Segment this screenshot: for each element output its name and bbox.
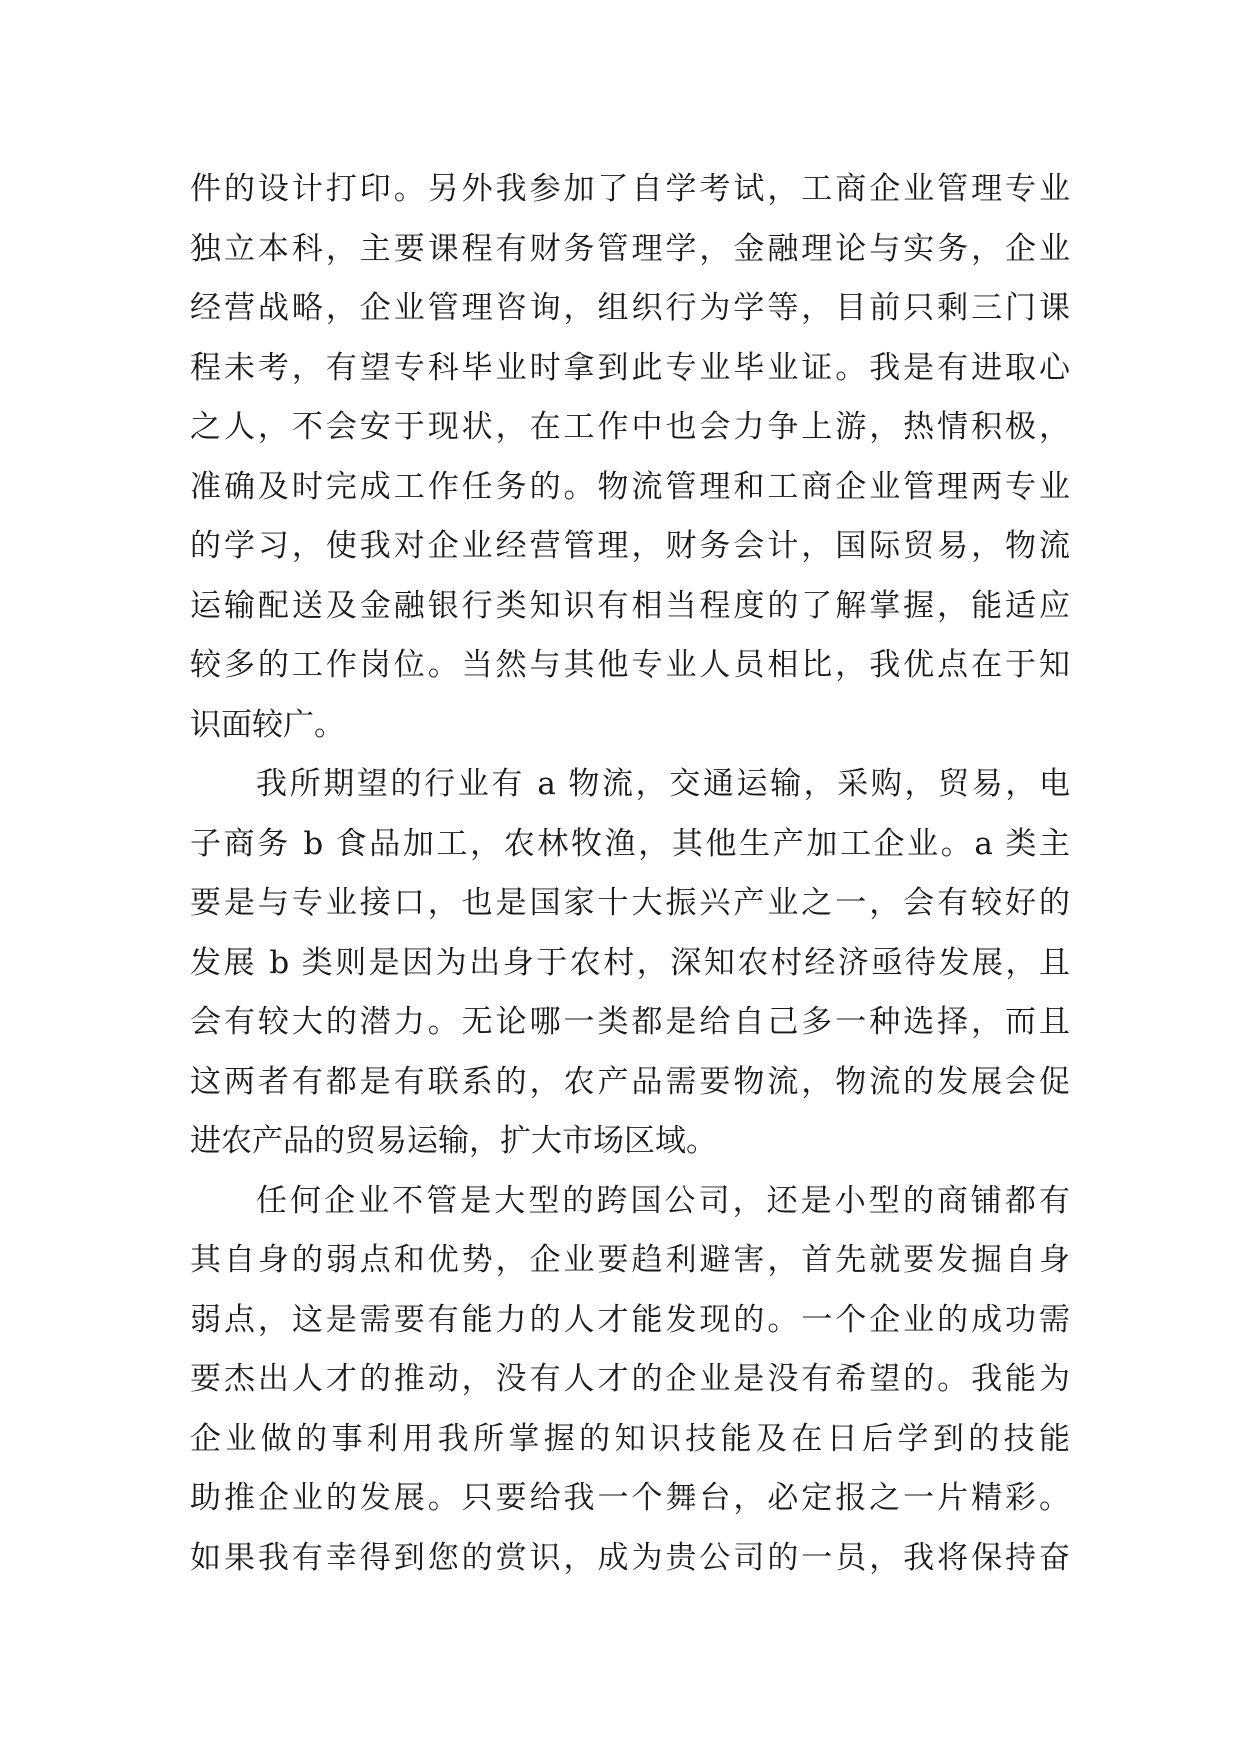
paragraph-2 [190,755,1070,1172]
paragraph-1 [190,160,1070,755]
document-body [190,160,1070,1588]
text-line: 其自身的弱点和优势，企业要趋利避害，首先就要发掘自身 [190,1242,1070,1278]
paragraph-3 [190,1172,1070,1589]
text-line: 的学习，使我对企业经营管理，财务会计，国际贸易，物流 [190,528,1070,564]
text-line: 子商务 b 食品加工，农林牧渔，其他生产加工企业。a 类主 [190,825,1070,862]
text-line: 之人，不会安于现状，在工作中也会力争上游，热情积极， [190,409,1070,445]
text-line: 识面较广。 [190,706,345,743]
text-line: 我所期望的行业有 a 物流，交通运输，采购，贸易，电 [256,766,1070,802]
text-line: 弱点，这是需要有能力的人才能发现的。一个企业的成功需 [190,1301,1070,1338]
text-line: 运输配送及金融银行类知识有相当程度的了解掌握，能适应 [190,587,1070,624]
text-line: 这两者有都是有联系的，农产品需要物流，物流的发展会促 [190,1063,1070,1100]
text-line: 任何企业不管是大型的跨国公司，还是小型的商铺都有 [256,1182,1070,1219]
text-line: 较多的工作岗位。当然与其他专业人员相比，我优点在于知 [190,647,1070,683]
text-line: 经营战略，企业管理咨询，组织行为学等，目前只剩三门课 [190,290,1070,326]
text-line: 企业做的事利用我所掌握的知识技能及在日后学到的技能 [190,1420,1070,1457]
text-line: 如果我有幸得到您的赏识，成为贵公司的一员，我将保持奋 [190,1539,1070,1576]
text-line: 程未考，有望专科毕业时拿到此专业毕业证。我是有进取心 [190,349,1070,386]
text-line: 要杰出人才的推动，没有人才的企业是没有希望的。我能为 [190,1361,1070,1397]
text-line: 件的设计打印。另外我参加了自学考试，工商企业管理专业 [190,171,1070,207]
text-line: 发展 b 类则是因为出身于农村，深知农村经济亟待发展，且 [190,944,1070,981]
text-line: 助推企业的发展。只要给我一个舞台，必定报之一片精彩。 [190,1480,1070,1516]
text-line: 会有较大的潜力。无论哪一类都是给自己多一种选择，而且 [190,1004,1070,1040]
text-line: 独立本科，主要课程有财务管理学，金融理论与实务，企业 [190,230,1070,267]
text-line: 要是与专业接口，也是国家十大振兴产业之一，会有较好的 [190,885,1070,921]
text-line: 进农产品的贸易运输，扩大市场区域。 [190,1123,717,1159]
text-line: 准确及时完成工作任务的。物流管理和工商企业管理两专业 [190,468,1070,505]
